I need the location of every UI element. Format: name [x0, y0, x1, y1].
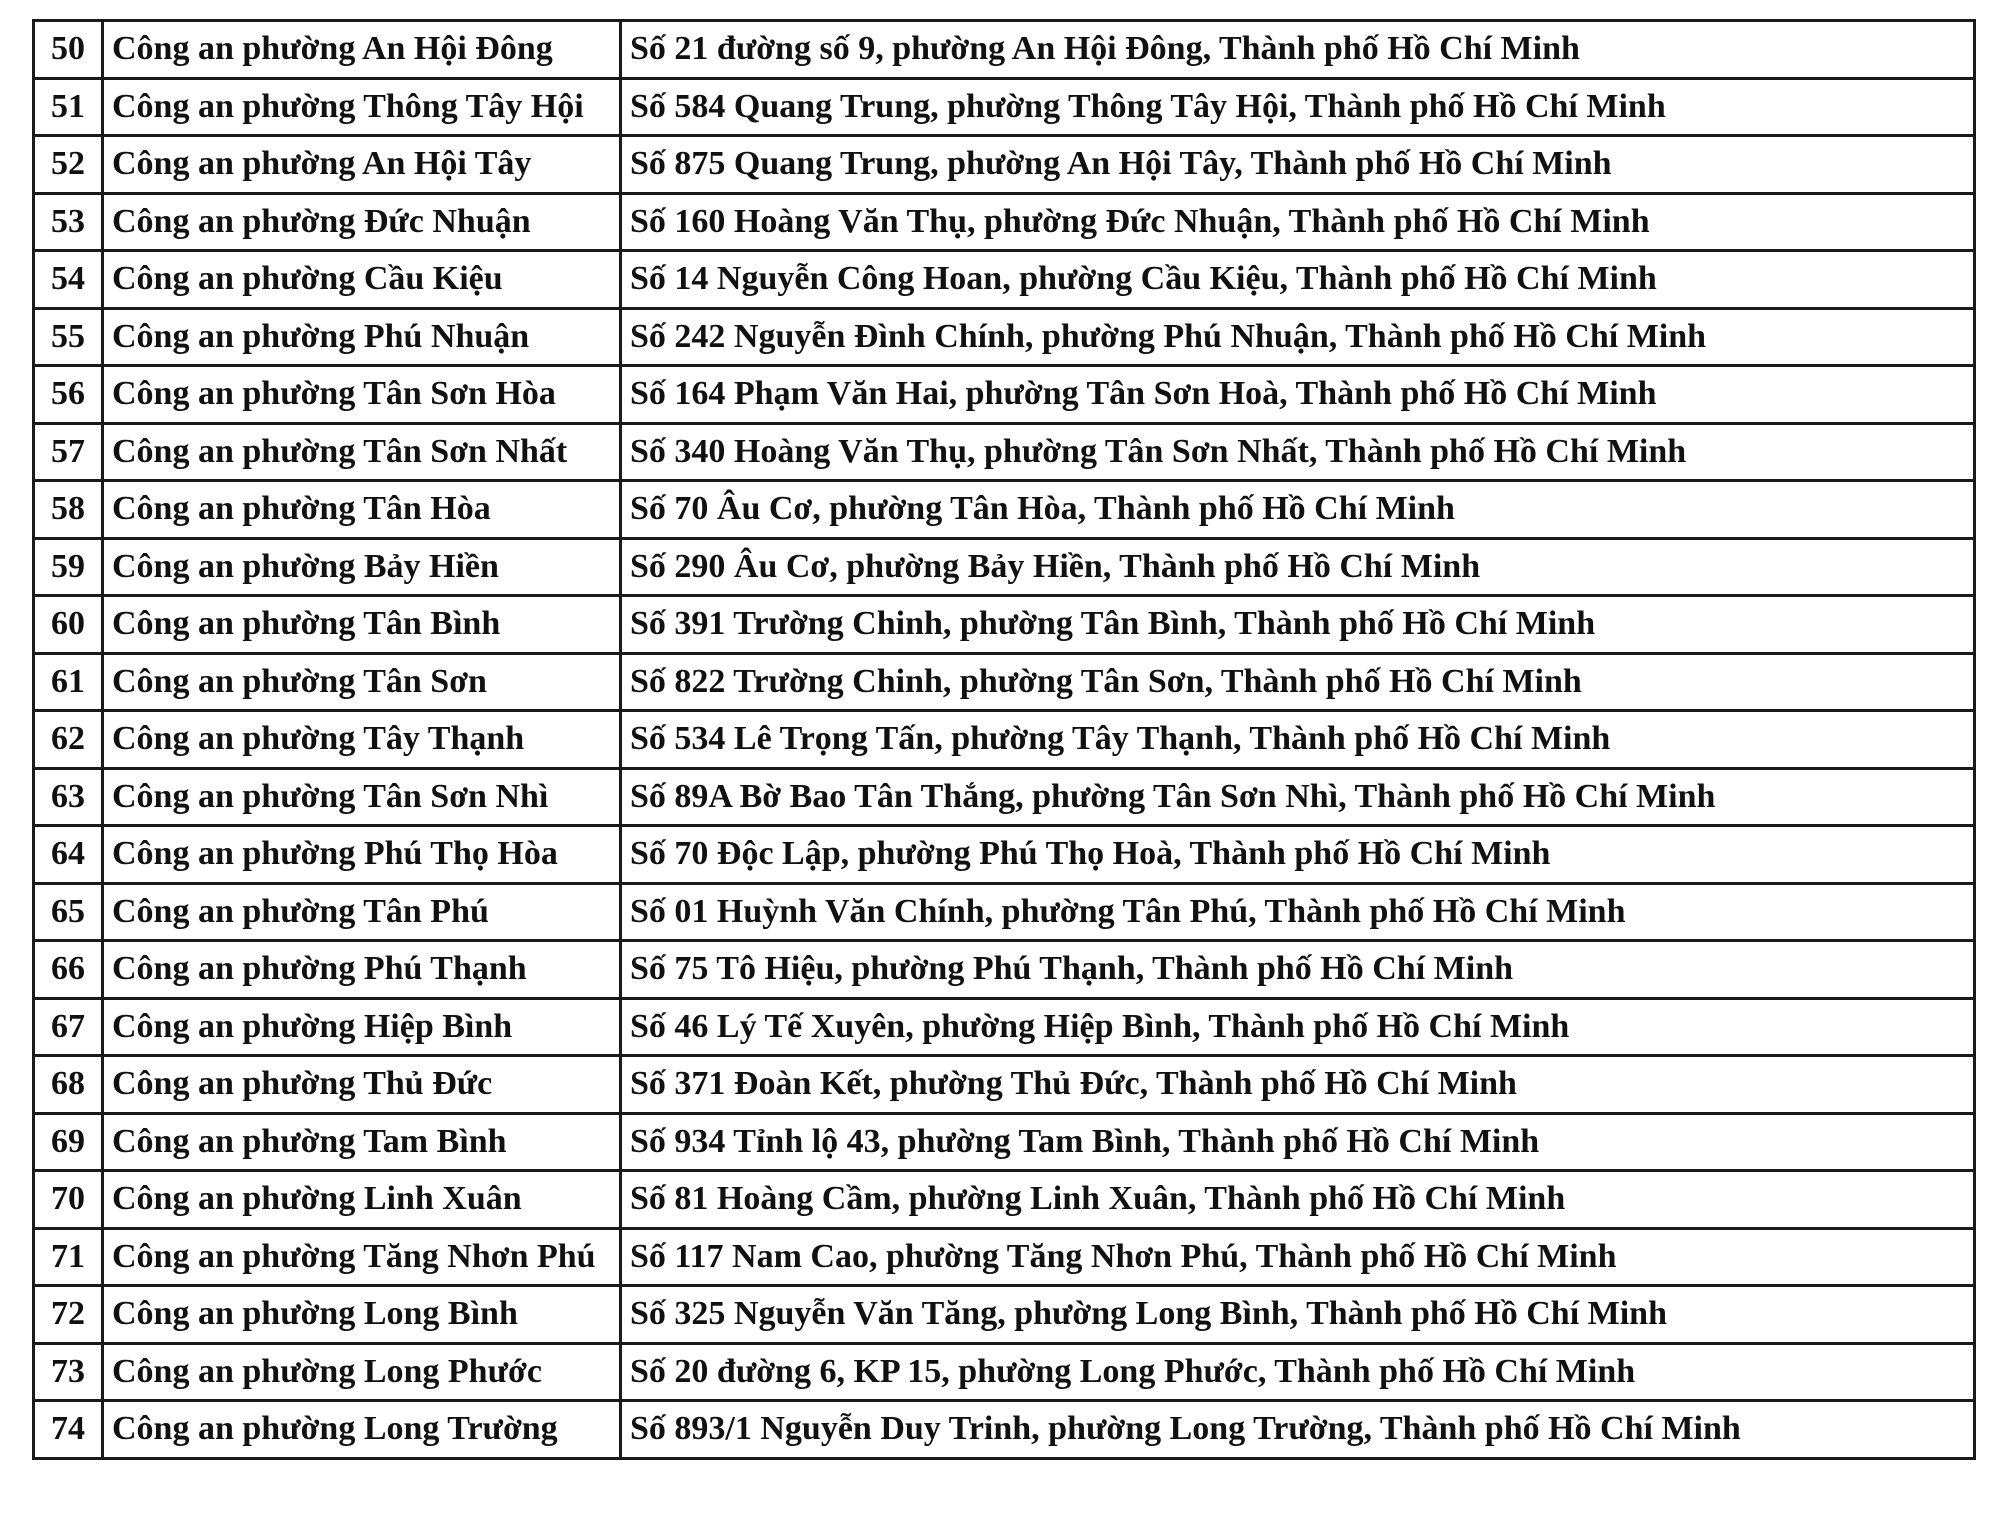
table-row: [34, 366, 1975, 424]
table-row: [34, 1286, 1975, 1344]
row-number-cell: 53: [34, 193, 103, 251]
row-number-cell: 70: [34, 1171, 103, 1229]
address-cell: Số 70 Âu Cơ, phường Tân Hòa, Thành phố Hồ Chí Minh: [621, 481, 1975, 539]
table-row: [34, 1056, 1975, 1114]
address-cell: Số 822 Trường Chinh, phường Tân Sơn, Thành phố Hồ Chí Minh: [621, 653, 1975, 711]
table-row: [34, 308, 1975, 366]
address-cell: Số 75 Tô Hiệu, phường Phú Thạnh, Thành phố Hồ Chí Minh: [621, 941, 1975, 999]
address-cell: Số 160 Hoàng Văn Thụ, phường Đức Nhuận, Thành phố Hồ Chí Minh: [621, 193, 1975, 251]
police-unit-cell: Công an phường Linh Xuân: [103, 1171, 621, 1229]
address-cell: Số 893/1 Nguyễn Duy Trinh, phường Long Trường, Thành phố Hồ Chí Minh: [621, 1401, 1975, 1459]
table-row: [34, 136, 1975, 194]
address-cell: Số 290 Âu Cơ, phường Bảy Hiền, Thành phố Hồ Chí Minh: [621, 538, 1975, 596]
police-unit-cell: Công an phường Tân Bình: [103, 596, 621, 654]
police-unit-cell: Công an phường Phú Nhuận: [103, 308, 621, 366]
table-row: [34, 1343, 1975, 1401]
table-row: [34, 423, 1975, 481]
address-cell: Số 20 đường 6, KP 15, phường Long Phước, Thành phố Hồ Chí Minh: [621, 1343, 1975, 1401]
address-cell: Số 21 đường số 9, phường An Hội Đông, Thành phố Hồ Chí Minh: [621, 21, 1975, 79]
table-row: [34, 1228, 1975, 1286]
address-cell: Số 14 Nguyễn Công Hoan, phường Cầu Kiệu, Thành phố Hồ Chí Minh: [621, 251, 1975, 309]
row-number-cell: 59: [34, 538, 103, 596]
police-unit-cell: Công an phường Tân Phú: [103, 883, 621, 941]
row-number-cell: 62: [34, 711, 103, 769]
address-cell: Số 89A Bờ Bao Tân Thắng, phường Tân Sơn Nhì, Thành phố Hồ Chí Minh: [621, 768, 1975, 826]
row-number-cell: 55: [34, 308, 103, 366]
police-unit-cell: Công an phường Long Trường: [103, 1401, 621, 1459]
address-cell: Số 584 Quang Trung, phường Thông Tây Hội, Thành phố Hồ Chí Minh: [621, 78, 1975, 136]
police-address-table: [32, 19, 1976, 1460]
table-row: [34, 883, 1975, 941]
row-number-cell: 67: [34, 998, 103, 1056]
row-number-cell: 57: [34, 423, 103, 481]
row-number-cell: 74: [34, 1401, 103, 1459]
police-unit-cell: Công an phường Long Phước: [103, 1343, 621, 1401]
police-unit-cell: Công an phường Tân Sơn Nhất: [103, 423, 621, 481]
table-row: [34, 78, 1975, 136]
police-unit-cell: Công an phường Tam Bình: [103, 1113, 621, 1171]
row-number-cell: 72: [34, 1286, 103, 1344]
row-number-cell: 73: [34, 1343, 103, 1401]
police-unit-cell: Công an phường Bảy Hiền: [103, 538, 621, 596]
table-row: [34, 193, 1975, 251]
row-number-cell: 54: [34, 251, 103, 309]
address-cell: Số 70 Độc Lập, phường Phú Thọ Hoà, Thành phố Hồ Chí Minh: [621, 826, 1975, 884]
police-unit-cell: Công an phường Thủ Đức: [103, 1056, 621, 1114]
row-number-cell: 61: [34, 653, 103, 711]
police-unit-cell: Công an phường Tân Hòa: [103, 481, 621, 539]
table-row: [34, 998, 1975, 1056]
row-number-cell: 71: [34, 1228, 103, 1286]
police-unit-cell: Công an phường An Hội Đông: [103, 21, 621, 79]
row-number-cell: 64: [34, 826, 103, 884]
table-row: [34, 596, 1975, 654]
address-cell: Số 01 Huỳnh Văn Chính, phường Tân Phú, Thành phố Hồ Chí Minh: [621, 883, 1975, 941]
address-cell: Số 81 Hoàng Cầm, phường Linh Xuân, Thành phố Hồ Chí Minh: [621, 1171, 1975, 1229]
table-row: [34, 941, 1975, 999]
address-cell: Số 46 Lý Tế Xuyên, phường Hiệp Bình, Thành phố Hồ Chí Minh: [621, 998, 1975, 1056]
police-unit-cell: Công an phường Tân Sơn Nhì: [103, 768, 621, 826]
table-row: [34, 711, 1975, 769]
police-unit-cell: Công an phường Tây Thạnh: [103, 711, 621, 769]
police-unit-cell: Công an phường Cầu Kiệu: [103, 251, 621, 309]
police-unit-cell: Công an phường Tân Sơn Hòa: [103, 366, 621, 424]
table-body: [34, 21, 1975, 1459]
table-row: [34, 653, 1975, 711]
police-unit-cell: Công an phường Đức Nhuận: [103, 193, 621, 251]
police-unit-cell: Công an phường Long Bình: [103, 1286, 621, 1344]
row-number-cell: 60: [34, 596, 103, 654]
table-row: [34, 21, 1975, 79]
police-unit-cell: Công an phường Thông Tây Hội: [103, 78, 621, 136]
address-cell: Số 371 Đoàn Kết, phường Thủ Đức, Thành phố Hồ Chí Minh: [621, 1056, 1975, 1114]
address-cell: Số 340 Hoàng Văn Thụ, phường Tân Sơn Nhất, Thành phố Hồ Chí Minh: [621, 423, 1975, 481]
table-row: [34, 1171, 1975, 1229]
address-cell: Số 242 Nguyễn Đình Chính, phường Phú Nhuận, Thành phố Hồ Chí Minh: [621, 308, 1975, 366]
address-cell: Số 534 Lê Trọng Tấn, phường Tây Thạnh, Thành phố Hồ Chí Minh: [621, 711, 1975, 769]
address-cell: Số 391 Trường Chinh, phường Tân Bình, Thành phố Hồ Chí Minh: [621, 596, 1975, 654]
police-unit-cell: Công an phường Phú Thọ Hòa: [103, 826, 621, 884]
row-number-cell: 68: [34, 1056, 103, 1114]
police-unit-cell: Công an phường Tăng Nhơn Phú: [103, 1228, 621, 1286]
address-cell: Số 325 Nguyễn Văn Tăng, phường Long Bình, Thành phố Hồ Chí Minh: [621, 1286, 1975, 1344]
police-unit-cell: Công an phường Tân Sơn: [103, 653, 621, 711]
address-cell: Số 934 Tỉnh lộ 43, phường Tam Bình, Thành phố Hồ Chí Minh: [621, 1113, 1975, 1171]
table-row: [34, 768, 1975, 826]
table-row: [34, 251, 1975, 309]
police-address-table-container: [32, 19, 1976, 1460]
police-unit-cell: Công an phường Phú Thạnh: [103, 941, 621, 999]
police-unit-cell: Công an phường An Hội Tây: [103, 136, 621, 194]
table-row: [34, 1113, 1975, 1171]
police-unit-cell: Công an phường Hiệp Bình: [103, 998, 621, 1056]
table-row: [34, 481, 1975, 539]
table-row: [34, 538, 1975, 596]
address-cell: Số 117 Nam Cao, phường Tăng Nhơn Phú, Thành phố Hồ Chí Minh: [621, 1228, 1975, 1286]
row-number-cell: 63: [34, 768, 103, 826]
table-row: [34, 826, 1975, 884]
row-number-cell: 51: [34, 78, 103, 136]
row-number-cell: 56: [34, 366, 103, 424]
row-number-cell: 69: [34, 1113, 103, 1171]
row-number-cell: 50: [34, 21, 103, 79]
address-cell: Số 164 Phạm Văn Hai, phường Tân Sơn Hoà, Thành phố Hồ Chí Minh: [621, 366, 1975, 424]
address-cell: Số 875 Quang Trung, phường An Hội Tây, Thành phố Hồ Chí Minh: [621, 136, 1975, 194]
table-row: [34, 1401, 1975, 1459]
row-number-cell: 52: [34, 136, 103, 194]
row-number-cell: 65: [34, 883, 103, 941]
row-number-cell: 66: [34, 941, 103, 999]
row-number-cell: 58: [34, 481, 103, 539]
